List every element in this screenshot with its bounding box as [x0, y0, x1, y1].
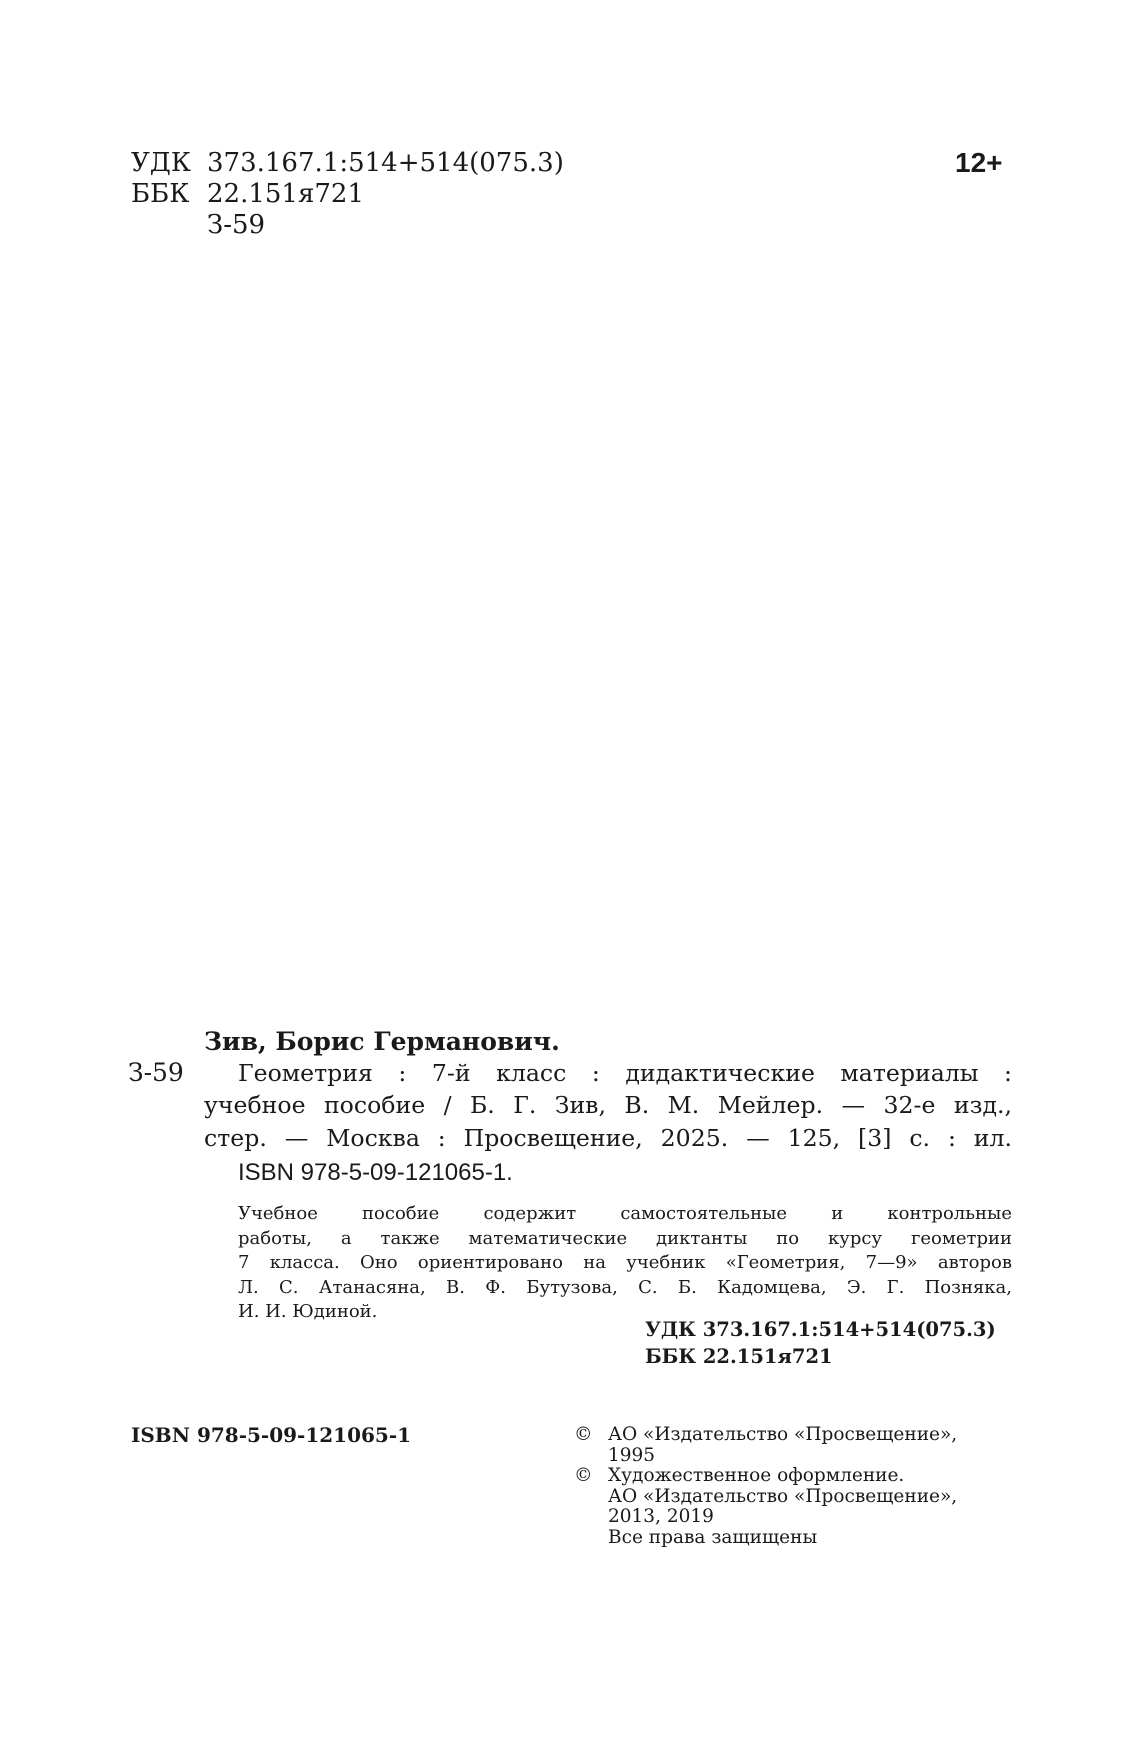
annotation-line: Учебное пособие содержит самостоятельные и контрольные [238, 1203, 1012, 1224]
rights-reserved: Все права защищены [608, 1526, 818, 1548]
copyright-text: АО «Издательство «Просвещение», [608, 1485, 958, 1507]
annotation-line: Л. С. Атанасяна, В. Ф. Бутузова, С. Б. Кадомцева, Э. Г. Позняка, [238, 1276, 1012, 1298]
copyright-text: Художественное оформление. [608, 1465, 905, 1486]
udk-code: 373.167.1:514+514(075.3) [207, 148, 564, 178]
bbk-line [131, 179, 364, 209]
bbk-record: ББК 22.151я721 [645, 1345, 833, 1368]
udk-label: УДК [131, 148, 192, 178]
description [238, 1057, 1012, 1090]
copyright-block [574, 1425, 957, 1548]
copyright-symbol: © [574, 1465, 593, 1486]
copyright-year: 2013, 2019 [608, 1506, 714, 1527]
isbn-footer: ISBN 978-5-09-121065-1 [131, 1423, 412, 1447]
copyright-symbol: © [574, 1424, 593, 1445]
copyright-text: АО «Издательство «Просвещение», [608, 1424, 958, 1445]
description-line: стер. — Москва : Просвещение, 2025. — 125, [3] с. : ил. [204, 1123, 1012, 1152]
cipher-record: З-59 [128, 1058, 184, 1087]
isbn-record: ISBN 978-5-09-121065-1. [238, 1159, 513, 1186]
author-heading: Зив, Борис Германович. [204, 1027, 560, 1056]
copyright-entry [574, 1425, 957, 1446]
udk-line [131, 148, 564, 178]
copyright-entry [574, 1466, 957, 1487]
description-cont [204, 1089, 1012, 1154]
udk-record: УДК 373.167.1:514+514(075.3) [645, 1318, 996, 1341]
annotation-line: работы, а также математические диктанты по курсу геометрии [238, 1227, 1012, 1249]
annotation-line: И. И. Юдиной. [238, 1301, 378, 1322]
cipher-top: З-59 [207, 210, 266, 240]
description-line: учебное пособие / Б. Г. Зив, В. М. Мейлер. — 32-е изд., [204, 1091, 1012, 1119]
copyright-year: 1995 [608, 1444, 656, 1466]
annotation-line: 7 класса. Оно ориентировано на учебник «Геометрия, 7—9» авторов [238, 1252, 1012, 1273]
bbk-label: ББК [131, 179, 190, 209]
annotation [238, 1202, 1012, 1325]
age-rating: 12+ [955, 147, 1003, 178]
bbk-code: 22.151я721 [207, 179, 365, 209]
description-line: Геометрия : 7-й класс : дидактические материалы : [238, 1059, 1012, 1087]
